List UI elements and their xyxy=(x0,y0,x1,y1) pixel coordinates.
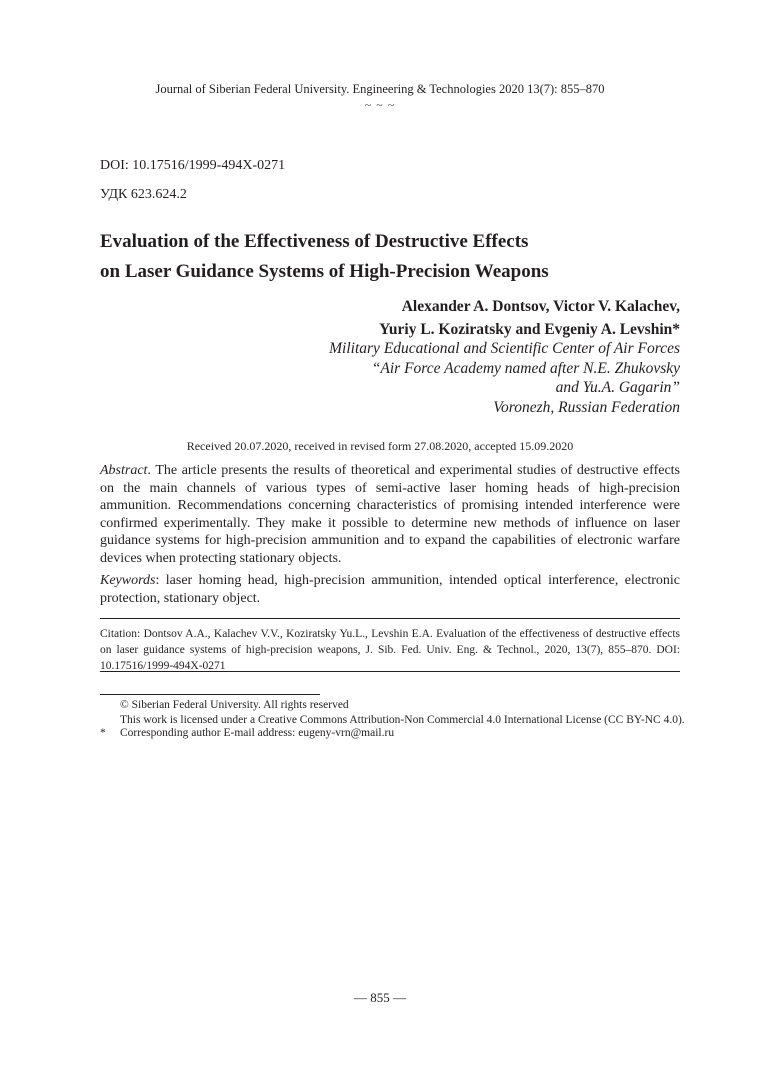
citation-bottom-rule xyxy=(100,671,680,672)
title-line-1: Evaluation of the Effectiveness of Destructive Effects xyxy=(100,231,529,252)
citation-top-rule xyxy=(100,618,680,619)
keywords-text: : laser homing head, high-precision ammunition, intended optical interference, electronic protection, stationary object. xyxy=(100,573,680,606)
affiliation-line-4: Voronezh, Russian Federation xyxy=(493,398,680,416)
copyright-note: © Siberian Federal University. All rights reserved xyxy=(120,699,349,711)
citation: Citation: Dontsov A.A., Kalachev V.V., Koziratsky Yu.L., Levshin E.A. Evaluation of the effectiveness of destructive effects on laser guidance systems of high-precision weapons, J. Sib. Fed. Univ. Eng. & Technol., 2020, 13(7), 855–870. DOI: 10.17516/1999-494X-0271 xyxy=(100,628,680,672)
affiliation xyxy=(329,339,680,417)
doi: DOI: 10.17516/1999-494X-0271 xyxy=(100,158,286,173)
abstract-text: . The article presents the results of theoretical and experimental studies of destructive effects on the main channels of various types of semi-active laser homing heads of high-precision ammunition. Recommendations concerning characteristics of promising intended interference were confirmed experimentally. They make it possible to determine new methods of influence on laser guidance systems for high-precision ammunition and to expand the capabilities of electronic warfare devices when protecting stationary objects. xyxy=(100,463,680,566)
journal-header: Journal of Siberian Federal University. Engineering & Technologies 2020 13(7): 855–870 xyxy=(155,82,605,96)
header-separator: ~ ~ ~ xyxy=(364,98,396,112)
affiliation-line-1: Military Educational and Scientific Center of Air Forces xyxy=(329,340,680,357)
license-note: This work is licensed under a Creative Commons Attribution-Non Commercial 4.0 International License (CC BY-NC 4.0). xyxy=(120,714,685,726)
page-number: — 855 — xyxy=(354,990,406,1005)
footnote-rule xyxy=(100,694,320,695)
keywords xyxy=(100,572,680,607)
abstract-label: Abstract xyxy=(100,463,148,478)
title-line-2: on Laser Guidance Systems of High-Precision Weapons xyxy=(100,261,549,282)
abstract xyxy=(100,462,680,568)
authors xyxy=(379,296,680,341)
keywords-label: Keywords xyxy=(100,573,156,588)
affiliation-line-3: and Yu.A. Gagarin” xyxy=(555,379,680,396)
authors-line-2: Yuriy L. Koziratsky and Evgeniy A. Levshin* xyxy=(379,320,680,338)
udk-code: УДК 623.624.2 xyxy=(100,187,187,202)
authors-line-1: Alexander A. Dontsov, Victor V. Kalachev, xyxy=(401,298,680,315)
received-dates: Received 20.07.2020, received in revised form 27.08.2020, accepted 15.09.2020 xyxy=(186,439,574,453)
corresponding-author-note: Corresponding author E-mail address: eugeny-vrn@mail.ru xyxy=(120,727,395,739)
affiliation-line-2: “Air Force Academy named after N.E. Zhukovsky xyxy=(371,359,680,377)
footnote-star: * xyxy=(100,727,106,739)
paper-title xyxy=(100,227,549,287)
